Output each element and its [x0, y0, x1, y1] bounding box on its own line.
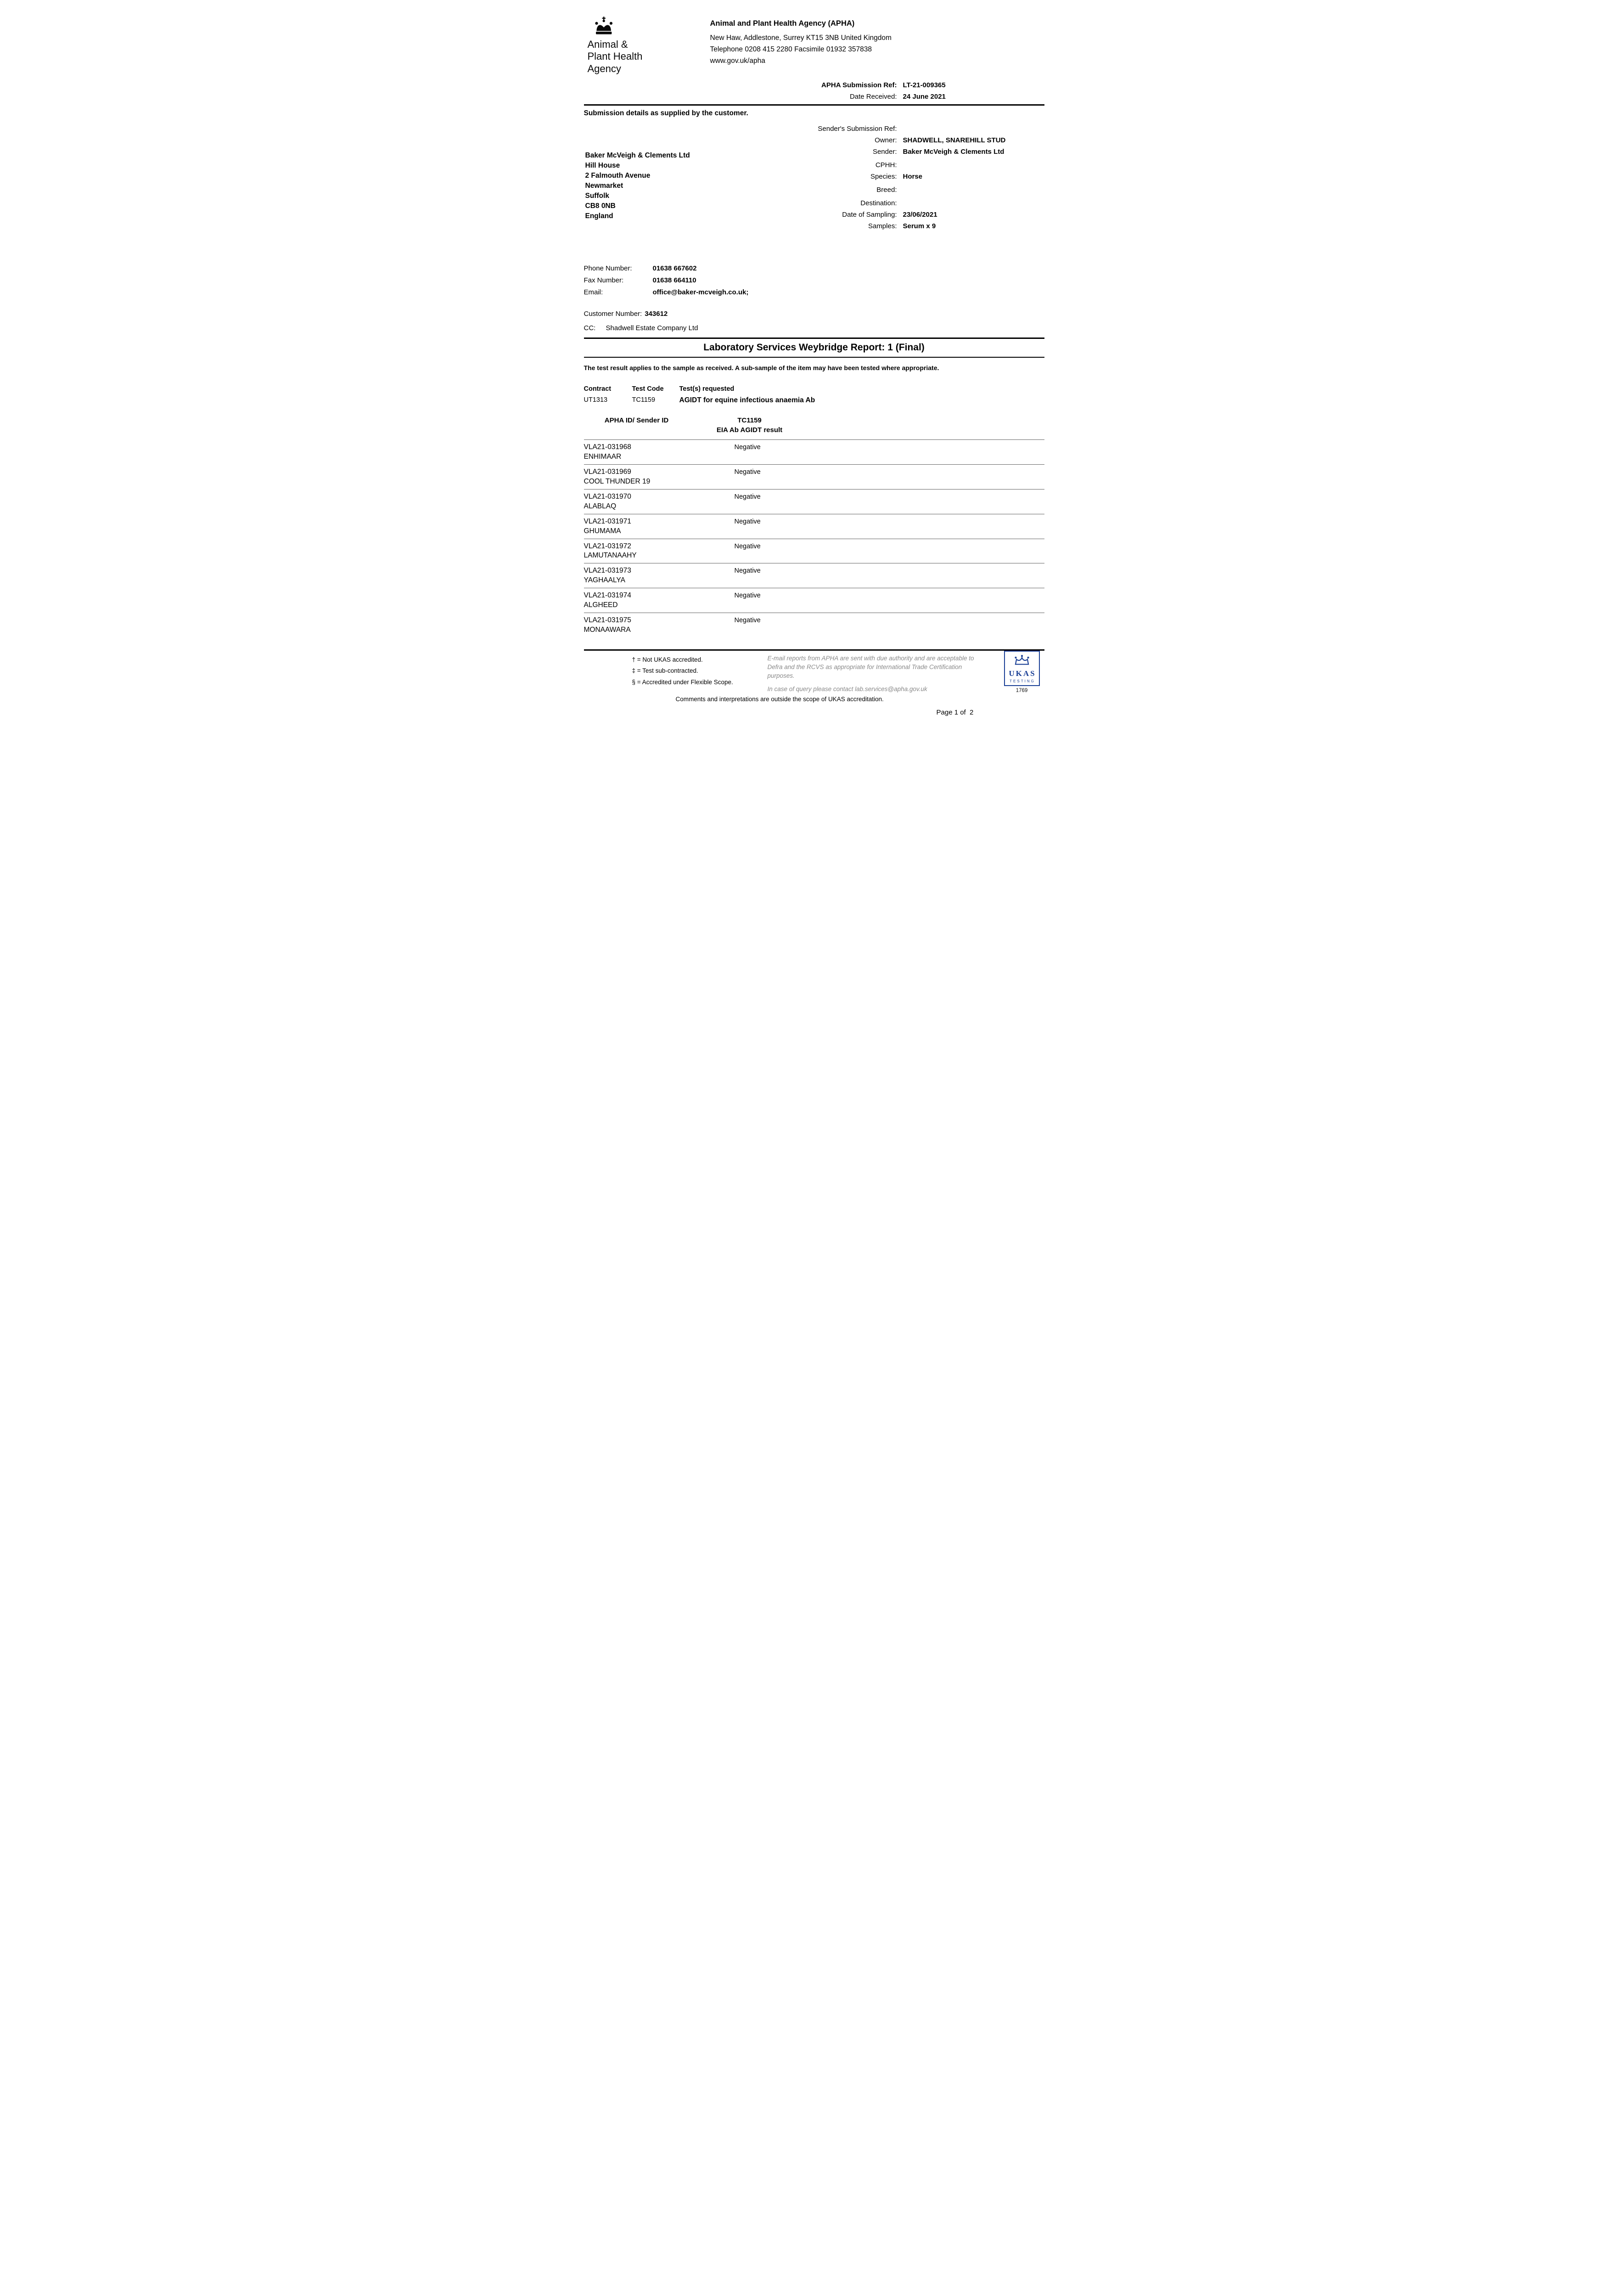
result-column-header: [690, 416, 810, 435]
cc-label: CC:: [584, 324, 596, 332]
address-line: Hill House: [585, 162, 620, 170]
test-code-header: Test Code: [632, 385, 664, 393]
sample-name: ALGHEED: [584, 601, 618, 609]
field-value: SHADWELL, SNAREHILL STUD: [903, 136, 1006, 145]
result-row: [584, 465, 1044, 490]
cc-value: Shadwell Estate Company Ltd: [606, 324, 698, 332]
note-flexible-scope: § = Accredited under Flexible Scope.: [632, 678, 733, 686]
report-title: Laboratory Services Weybridge Report: 1 (Final): [703, 342, 925, 353]
ukas-crown-icon: [1006, 654, 1038, 668]
ukas-type: TESTING: [1010, 679, 1035, 683]
sample-name: GHUMAMA: [584, 527, 621, 535]
field-label: Sender's Submission Ref:: [818, 125, 897, 133]
field-label: CPHH:: [875, 161, 897, 169]
field-value: Baker McVeigh & Clements Ltd: [903, 148, 1005, 156]
field-label: Destination:: [860, 199, 897, 208]
result-row: [584, 588, 1044, 613]
sample-id: VLA21-031972: [584, 542, 631, 550]
test-result: Negative: [734, 542, 761, 550]
ukas-logo: [1004, 651, 1040, 693]
ukas-box: [1004, 651, 1040, 686]
cc-row: [584, 324, 1044, 332]
email-note: E-mail reports from APHA are sent with due authority and are acceptable to Defra and the RCVS as appropriate for International Trade Certification purposes.: [767, 654, 974, 679]
contact-row: [584, 264, 1044, 272]
submission-details: [584, 123, 1044, 232]
test-result: Negative: [734, 468, 761, 476]
field-label: Species:: [870, 173, 897, 181]
result-row: [584, 563, 1044, 588]
phone-value: 01638 667602: [652, 264, 697, 273]
field-value: Horse: [903, 173, 923, 181]
test-result: Negative: [734, 592, 761, 600]
email-value: office@baker-mcveigh.co.uk;: [652, 288, 749, 297]
email-authority-note: [768, 654, 975, 694]
customer-number-row: [584, 310, 1044, 318]
field-row: [584, 123, 1044, 133]
sample-name: ENHIMAAR: [584, 453, 622, 461]
customer-number-value: 343612: [645, 310, 668, 318]
address-line: Baker McVeigh & Clements Ltd: [585, 152, 690, 160]
crown-icon: [588, 16, 710, 37]
sample-id: VLA21-031973: [584, 567, 631, 575]
agency-website: www.gov.uk/apha: [710, 56, 765, 65]
contract-header: Contract: [584, 385, 612, 393]
contact-row: [584, 276, 1044, 284]
ukas-name: UKAS: [1009, 669, 1036, 678]
page-header: [584, 14, 1044, 75]
accreditation-notes: [632, 654, 733, 688]
address-line: CB8 0NB: [585, 202, 616, 210]
result-disclaimer: The test result applies to the sample as received. A sub-sample of the item may have been tested where appropriate.: [584, 364, 939, 372]
sample-id: VLA21-031971: [584, 517, 631, 525]
field-row: [584, 136, 1044, 144]
agency-contact-block: [710, 14, 892, 67]
divider: [584, 104, 1044, 106]
date-received-label: Date Received:: [849, 93, 897, 101]
contract-table: [584, 385, 1044, 405]
test-result: Negative: [734, 518, 761, 525]
query-note: In case of query please contact lab.services@apha.gov.uk: [767, 685, 927, 692]
result-row: [584, 514, 1044, 539]
field-value: 23/06/2021: [903, 211, 937, 219]
field-label: Sender:: [872, 148, 897, 156]
result-row: [584, 613, 1044, 637]
field-value: Serum x 9: [903, 222, 936, 231]
sample-id: VLA21-031974: [584, 591, 631, 600]
agency-title: Animal and Plant Health Agency (APHA): [710, 19, 855, 28]
fax-label: Fax Number:: [584, 276, 624, 285]
date-received-value: 24 June 2021: [903, 93, 946, 101]
result-row: [584, 539, 1044, 564]
sample-name: ALABLAQ: [584, 502, 617, 510]
apha-logo: [584, 14, 710, 75]
test-result: Negative: [734, 444, 761, 451]
field-label: Owner:: [875, 136, 897, 145]
agency-address: New Haw, Addlestone, Surrey KT15 3NB United Kingdom: [710, 34, 892, 42]
tests-requested-header: Test(s) requested: [679, 385, 735, 393]
customer-number-label: Customer Number:: [584, 310, 642, 318]
contract-value: UT1313: [584, 396, 608, 404]
sample-name: COOL THUNDER 19: [584, 477, 651, 485]
report-page: [559, 0, 1064, 715]
comments-note: Comments and interpretations are outside the scope of UKAS accreditation.: [675, 695, 884, 703]
divider: [584, 357, 1044, 358]
sample-id: VLA21-031968: [584, 443, 631, 451]
test-result: Negative: [734, 617, 761, 625]
results-table-header: [584, 416, 1044, 440]
sample-name: YAGHAALYA: [584, 576, 625, 585]
page-footer: [584, 651, 1044, 724]
customer-contact: [584, 264, 1044, 296]
logo-line-2: Plant Health: [587, 51, 643, 62]
result-header-test-code: TC1159: [737, 416, 762, 425]
test-result: Negative: [734, 493, 761, 501]
test-result: Negative: [734, 567, 761, 575]
test-code-value: TC1159: [632, 396, 656, 404]
test-requested-value: AGIDT for equine infectious anaemia Ab: [679, 396, 815, 405]
sample-id: VLA21-031970: [584, 492, 631, 501]
field-row: [584, 222, 1044, 230]
fax-value: 01638 664110: [652, 276, 696, 285]
field-label: Breed:: [876, 186, 897, 194]
note-not-ukas: † = Not UKAS accredited.: [632, 656, 703, 663]
field-label: Date of Sampling:: [842, 211, 897, 219]
id-column-header: APHA ID/ Sender ID: [604, 416, 669, 425]
sample-name: MONAAWARA: [584, 626, 631, 634]
ukas-number: 1769: [1016, 687, 1028, 693]
logo-line-3: Agency: [587, 62, 621, 74]
customer-address: [585, 151, 690, 221]
page-number: Page 1 of 2: [936, 708, 974, 716]
email-label: Email:: [584, 288, 603, 297]
submission-ref-block: [584, 81, 1044, 101]
sample-name: LAMUTANAAHY: [584, 551, 637, 560]
address-line: England: [585, 212, 613, 220]
field-label: Samples:: [868, 222, 897, 231]
address-line: Suffolk: [585, 192, 610, 200]
result-row: [584, 440, 1044, 465]
results-table-body: [584, 440, 1044, 637]
logo-line-1: Animal &: [587, 39, 628, 50]
submission-section-title: Submission details as supplied by the customer.: [584, 109, 748, 118]
result-header-test-name: EIA Ab AGIDT result: [716, 426, 783, 434]
address-line: 2 Falmouth Avenue: [585, 172, 651, 180]
note-subcontracted: ‡ = Test sub-contracted.: [632, 667, 698, 675]
address-line: Newmarket: [585, 182, 623, 190]
submission-ref-value: LT-21-009365: [903, 81, 946, 90]
submission-ref-label: APHA Submission Ref:: [821, 81, 897, 90]
agency-phone: Telephone 0208 415 2280 Facsimile 01932 357838: [710, 45, 872, 53]
sample-id: VLA21-031969: [584, 468, 631, 476]
phone-label: Phone Number:: [584, 264, 632, 273]
contact-row: [584, 288, 1044, 296]
apha-logo-text: [588, 39, 710, 75]
result-row: [584, 490, 1044, 514]
sample-id: VLA21-031975: [584, 616, 631, 625]
